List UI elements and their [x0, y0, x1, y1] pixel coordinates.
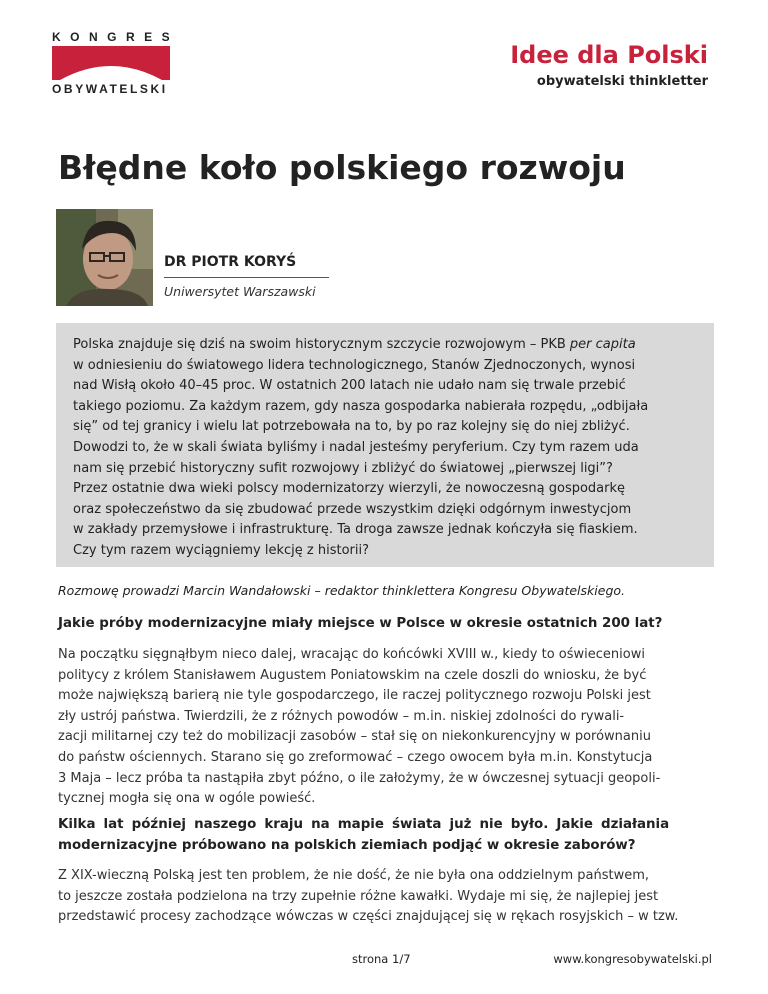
- paragraph-line: zły ustrój państwa. Twierdzili, że z różnych powodów – m.in. niskiej zdolności do rywali-: [58, 708, 625, 724]
- abstract-line: w zakłady przemysłowe i infrastrukturę. Ta droga zawsze jednak kończyła się fiaskiem.: [73, 522, 638, 538]
- question-2: [58, 815, 713, 856]
- paragraph-line: to jeszcze została podzielona na trzy zupełnie różne kawałki. Wydaje mi się, że najlepiej jest: [58, 888, 659, 904]
- series-title: Idee dla Polski: [510, 41, 708, 69]
- abstract-line: takiego poziomu. Za każdym razem, gdy nasza gospodarka nabierała rozpędu, „odbijała: [73, 398, 649, 414]
- paragraph-line: 3 Maja – lecz próba ta nastąpiła zbyt późno, o ile założymy, że w ówczesnej sytuacji geopoli-: [58, 770, 661, 786]
- abstract-box: [56, 323, 714, 567]
- paragraph-line: Na początku sięgnąłbym nieco dalej, wracając do końcówki XVIII w., kiedy to oświeceniowi: [58, 647, 645, 662]
- kongres-logo: [52, 30, 180, 96]
- logo-roof-icon: [52, 46, 170, 80]
- footer-url: www.kongresobywatelski.pl: [553, 952, 712, 966]
- abstract-line: w odniesieniu do światowego lidera technologicznego, Stanów Zjednoczonych, wynosi: [73, 357, 636, 373]
- series-subtitle: obywatelski thinkletter: [536, 74, 708, 89]
- author-portrait-icon: [56, 209, 153, 306]
- answer-2: [58, 866, 713, 928]
- abstract-line: oraz społeczeństwo da się zbudować przede wszystkim dzięki odgórnym inwestycjom: [73, 501, 632, 517]
- page-number: strona 1/7: [352, 952, 411, 966]
- interview-intro: Rozmowę prowadzi Marcin Wandałowski – redaktor thinklettera Kongresu Obywatelskiego.: [58, 583, 626, 598]
- paragraph-line: do państw ościennych. Starano się go zreformować – czego owocem była m.in. Konstytucja: [58, 749, 653, 765]
- question-line: modernizacyjne próbowano na polskich ziemiach podjąć w okresie zaborów?: [58, 837, 636, 853]
- author-photo: [56, 209, 153, 306]
- question-line: Kilka lat później naszego kraju na mapie świata już nie było. Jakie działania: [58, 817, 670, 832]
- author-name: DR PIOTR KORYŚ: [164, 254, 297, 270]
- author-divider: [164, 277, 329, 278]
- paragraph-line: Z XIX-wieczną Polską jest ten problem, że nie dość, że nie była ona oddzielnym państwem,: [58, 868, 650, 883]
- article-title: Błędne koło polskiego rozwoju: [58, 148, 626, 187]
- abstract-line: Czy tym razem wyciągniemy lekcję z historii?: [73, 542, 370, 558]
- abstract-line: się” od tej granicy i wielu lat potrzebowała na to, by po raz kolejny się do niej zbliżyć.: [73, 419, 630, 435]
- series-header: [510, 40, 708, 89]
- answer-1: [58, 645, 713, 810]
- abstract-line: nam się przebić historyczny sufit rozwojowy i zbliżyć do światowej „pierwszej ligi”?: [73, 460, 613, 476]
- logo-top-text: KONGRES: [52, 30, 180, 44]
- abstract-line: Przez ostatnie dwa wieki polscy modernizatorzy wierzyli, że nowoczesną gospodarkę: [73, 481, 626, 497]
- abstract-line: Dowodzi to, że w skali świata byliśmy i nadal jesteśmy peryferium. Czy tym razem uda: [73, 439, 639, 455]
- abstract-line-text: Polska znajduje się dziś na swoim historycznym szczycie rozwojowym – PKB: [73, 337, 570, 352]
- paragraph-line: zacji militarnej czy też do mobilizacji zasobów – stał się on niekonkurencyjny w porównaniu: [58, 729, 651, 745]
- paragraph-line: tycznej mogła się ona w ogóle powieść.: [58, 791, 316, 807]
- abstract-line: nad Wisłą około 40–45 proc. W ostatnich 200 latach nie udało nam się trwale przebić: [73, 378, 626, 394]
- author-block: [164, 254, 329, 299]
- abstract-italic-term: per capita: [569, 337, 636, 352]
- logo-bottom-text: OBYWATELSKI: [52, 82, 168, 96]
- author-affiliation: Uniwersytet Warszawski: [164, 284, 316, 299]
- question-1: Jakie próby modernizacyjne miały miejsce w Polsce w okresie ostatnich 200 lat?: [58, 616, 663, 631]
- paragraph-line: może największą barierą nie tyle gospodarczego, ile raczej politycznego rozwoju Polski jest: [58, 688, 651, 704]
- paragraph-line: politycy z królem Stanisławem Augustem Poniatowskim na czele doszli do wniosku, że być: [58, 667, 647, 683]
- abstract-line: [73, 335, 698, 356]
- paragraph-line: przedstawić procesy zachodzące wówczas w części znajdującej się w rękach rosyjskich – w tzw.: [58, 909, 679, 925]
